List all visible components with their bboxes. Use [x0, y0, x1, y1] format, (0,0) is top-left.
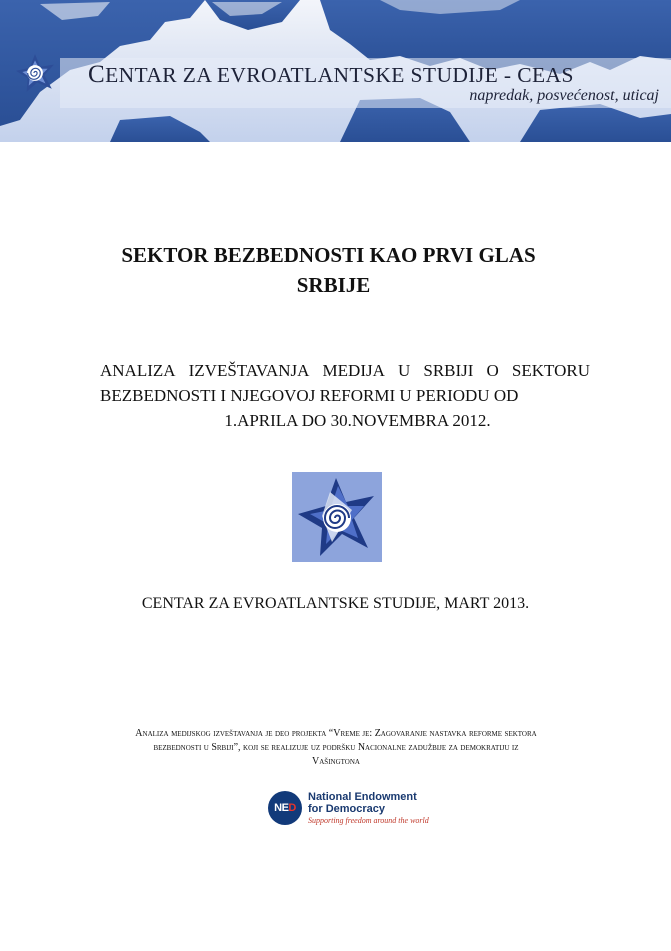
document-title-line-1: SEKTOR BEZBEDNOSTI KAO PRVI GLAS	[121, 243, 536, 267]
ceas-star-spiral-icon	[14, 52, 56, 94]
project-note	[58, 727, 614, 769]
header-banner	[0, 0, 671, 142]
subtitle-word: SEKTORU	[511, 361, 590, 380]
ned-slogan: Supporting freedom around the world	[308, 816, 429, 825]
document-subtitle	[100, 358, 590, 433]
subtitle-word: MEDIJA	[322, 361, 385, 380]
ned-circle-icon	[268, 791, 302, 825]
project-note-line-2: bezbednosti u Srbiji”, koji se realizuje uz podršku Nacionalne zadužbije za demokratiju iz	[153, 742, 519, 753]
project-note-line-1: Analiza medijskog izveštavanja je deo projekta “Vreme je: Zagovaranje nastavka reforme sektora	[135, 728, 537, 739]
subtitle-word: ANALIZA	[100, 361, 176, 380]
project-note-line-3: Vašingtona	[312, 756, 360, 767]
ned-name-line-2: for Democracy	[308, 803, 386, 815]
title-initial: C	[88, 61, 106, 88]
organization-title	[88, 61, 574, 89]
subtitle-word: O	[486, 361, 499, 380]
organization-tagline: napredak, posvećenost, uticaj	[469, 87, 659, 104]
ned-mark-d: D	[288, 802, 296, 814]
ned-name-line-1: National Endowment	[308, 791, 417, 803]
ned-logo	[268, 789, 428, 829]
subtitle-word: IZVEŠTAVANJA	[188, 361, 310, 380]
publisher-date-line: CENTAR ZA EVROATLANTSKE STUDIJE, MART 2013.	[141, 595, 530, 612]
ceas-star-spiral-icon	[292, 472, 382, 562]
ned-mark-ne: NE	[274, 802, 289, 814]
subtitle-word: SRBIJI	[423, 361, 474, 380]
subtitle-word: U	[397, 361, 411, 380]
subtitle-line-1	[100, 358, 590, 383]
document-title-line-2: SRBIJE	[296, 273, 371, 297]
title-rest: ENTAR ZA EVROATLANTSKE STUDIJE - CEAS	[105, 63, 574, 87]
document-title	[0, 240, 671, 300]
subtitle-line-2: BEZBEDNOSTI I NJEGOVOJ REFORMI U PERIODU OD	[100, 386, 519, 405]
ceas-logo	[292, 472, 382, 562]
subtitle-line-3: 1.APRILA DO 30.NOVEMBRA 2012.	[224, 411, 491, 430]
